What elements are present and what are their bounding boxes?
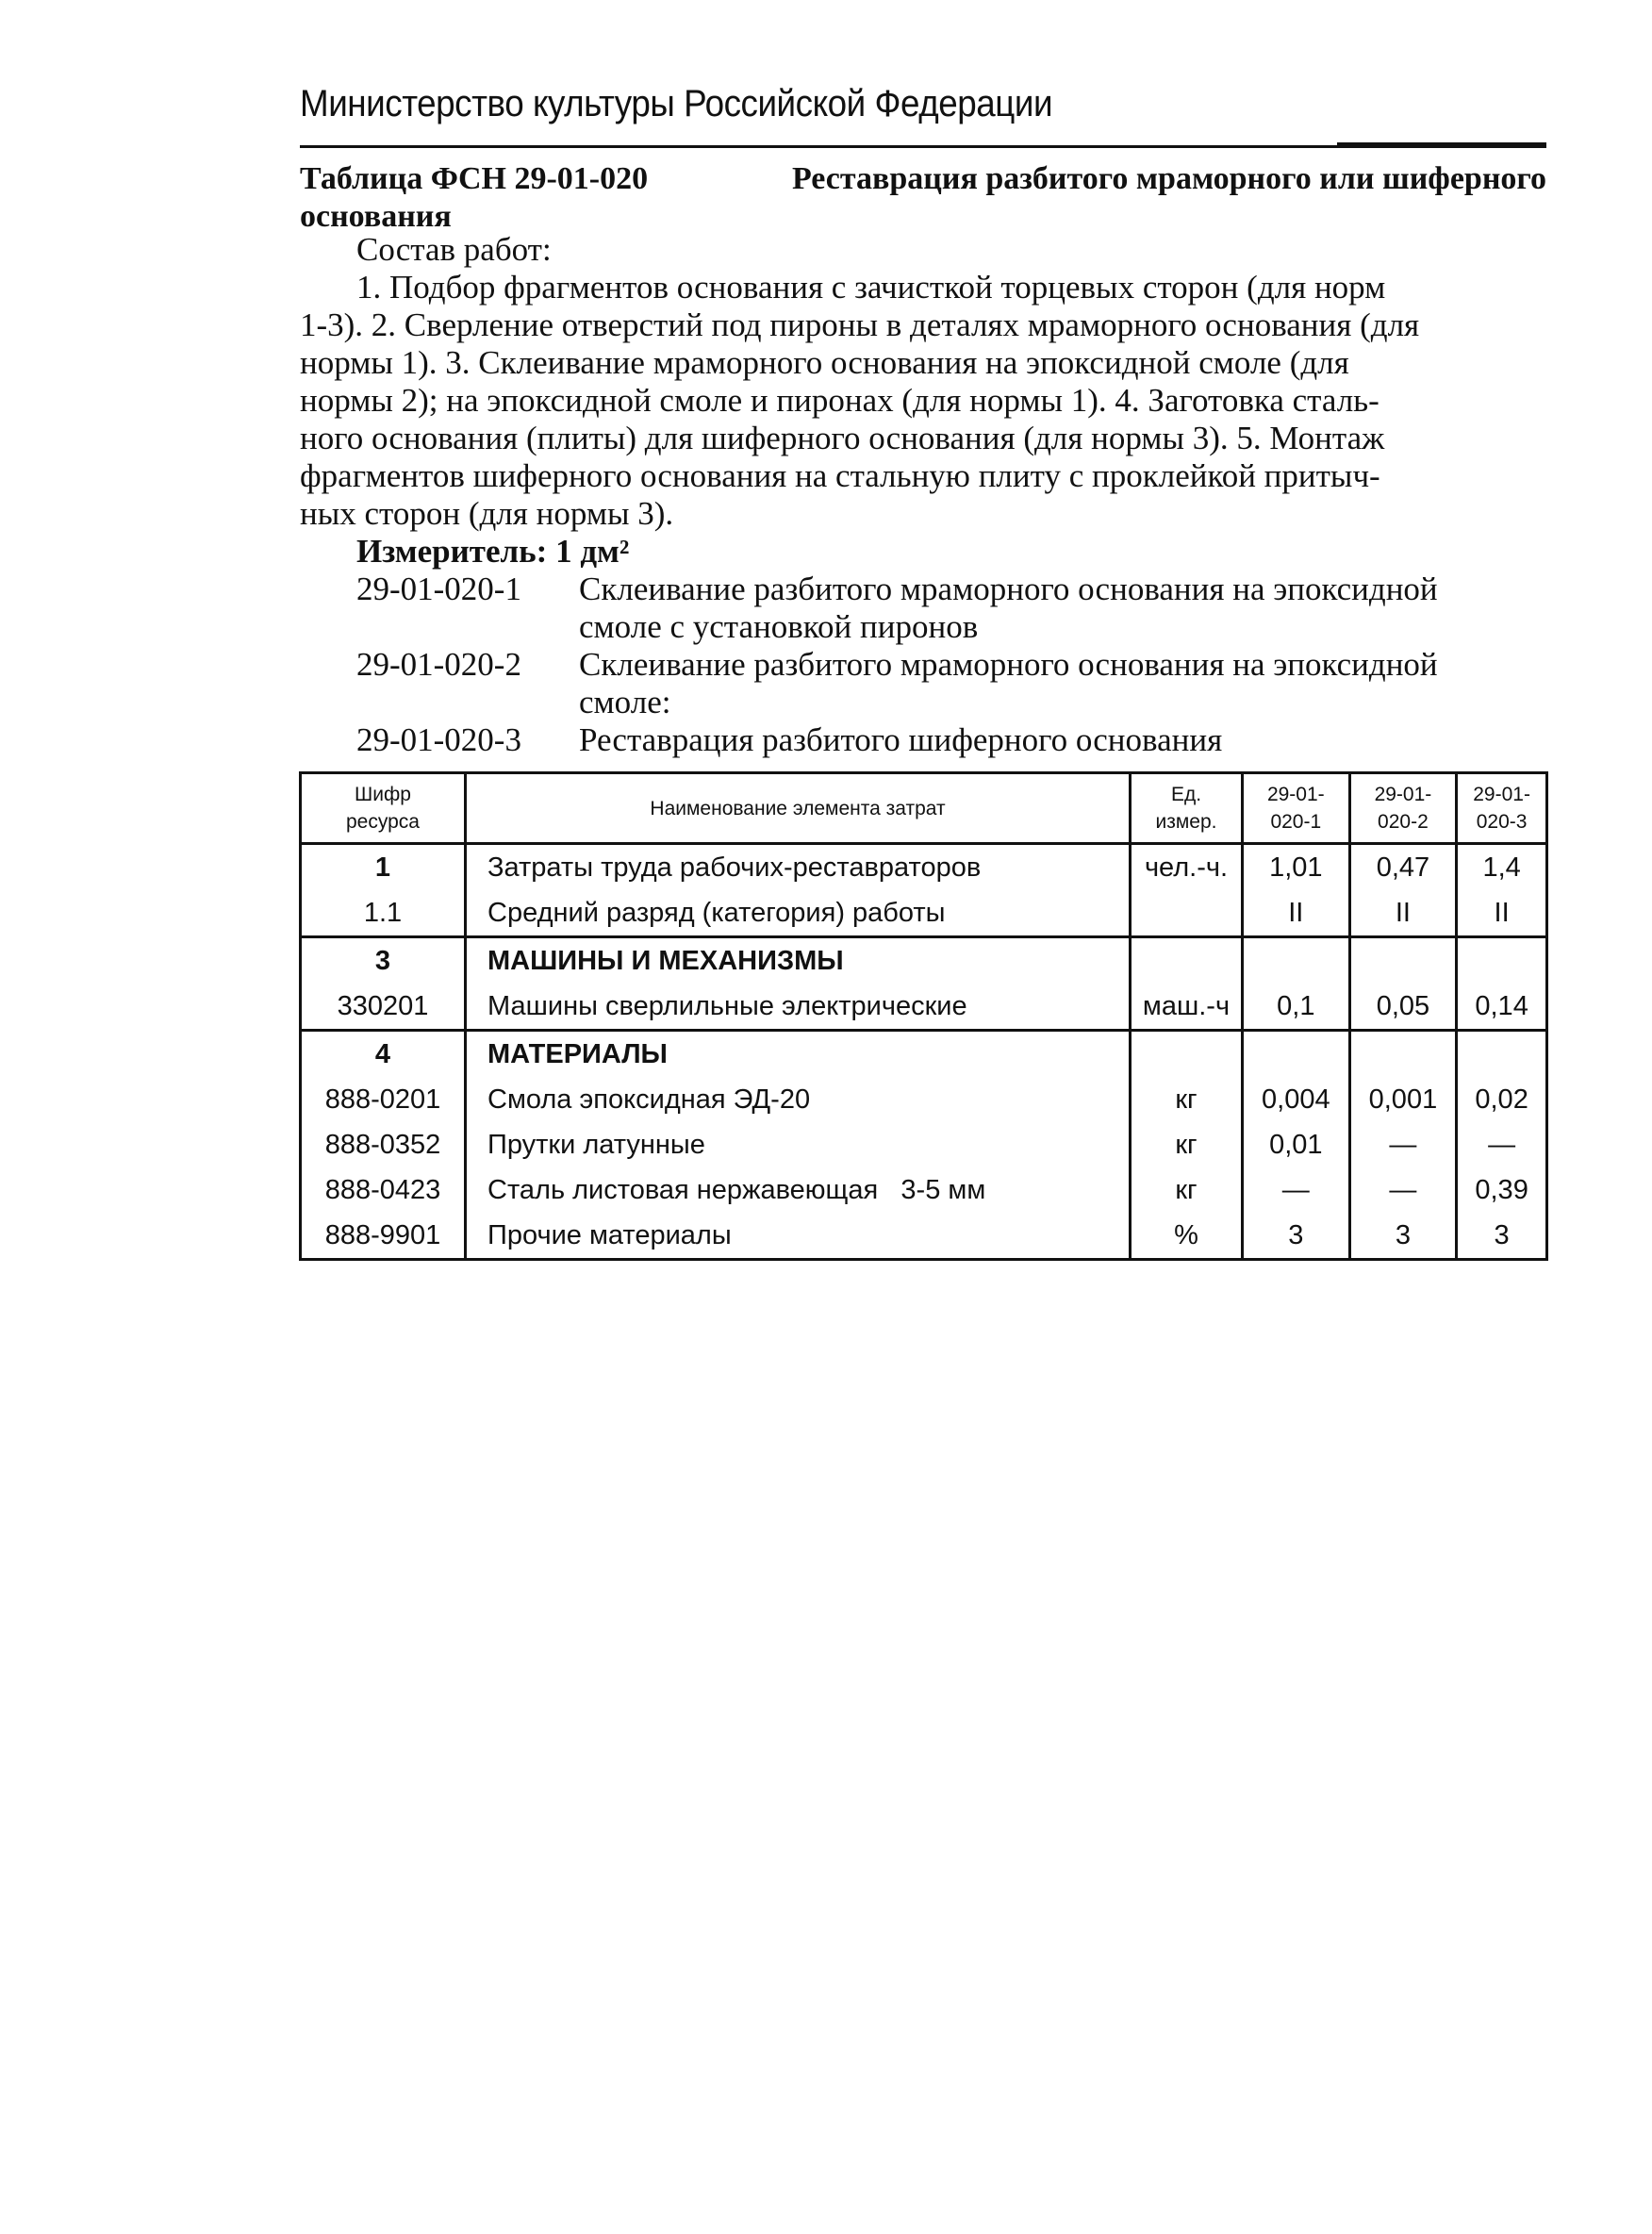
cell-unit: % [1131, 1213, 1243, 1260]
cell-unit [1131, 890, 1243, 937]
cell-unit: кг [1131, 1167, 1243, 1213]
cell-value [1243, 937, 1350, 985]
cell-value: 0,004 [1243, 1077, 1350, 1122]
cell-value: 0,02 [1457, 1077, 1547, 1122]
header-label: 29-01- [1374, 784, 1432, 805]
work-line: нормы 2); на эпоксидной смоле и пиронах (для нормы 1). 4. Заготовка сталь- [300, 382, 1379, 419]
norm-description: смоле с установкой пиронов [579, 608, 979, 645]
cell-value [1457, 1031, 1547, 1078]
cell-name: Смола эпоксидная ЭД-20 [466, 1077, 1131, 1122]
cell-value: II [1349, 890, 1457, 937]
work-line: фрагментов шиферного основания на стальную плиту с проклейкой притыч- [300, 457, 1380, 494]
cell-name: Прочие материалы [466, 1213, 1131, 1260]
norm-code: 29-01-020-2 [356, 646, 521, 683]
cell-value: 0,14 [1457, 984, 1547, 1031]
cell-code: 1 [301, 844, 466, 891]
cell-name: Сталь листовая нержавеющая 3-5 мм [466, 1167, 1131, 1213]
resource-table [299, 771, 1548, 1261]
cell-value: — [1349, 1167, 1457, 1213]
header-norm-2 [1349, 773, 1457, 844]
norm-description: Реставрация разбитого шиферного основания [579, 721, 1223, 758]
work-line: 1-3). 2. Сверление отверстий под пироны в деталях мраморного основания (для [300, 306, 1420, 343]
norm-code: 29-01-020-1 [356, 571, 521, 607]
table-row [301, 1122, 1547, 1167]
cell-code: 330201 [301, 984, 466, 1031]
work-line: нормы 1). 3. Склеивание мраморного основания на эпоксидной смоле (для [300, 344, 1349, 381]
header-label: 29-01- [1266, 784, 1325, 805]
header-label: 020-2 [1378, 811, 1429, 833]
cell-code: 888-0423 [301, 1167, 466, 1213]
cell-code: 4 [301, 1031, 466, 1078]
table-row [301, 1167, 1547, 1213]
title-text-continued: основания [300, 199, 452, 234]
work-line: ных сторон (для нормы 3). [300, 495, 674, 532]
cell-unit [1131, 1031, 1243, 1078]
cell-value: 3 [1457, 1213, 1547, 1260]
cell-unit: кг [1131, 1122, 1243, 1167]
cell-code: 888-9901 [301, 1213, 466, 1260]
header-norm-3 [1457, 773, 1547, 844]
cell-value: 3 [1349, 1213, 1457, 1260]
table-row [301, 984, 1547, 1031]
cell-value: — [1457, 1122, 1547, 1167]
norm-item [300, 646, 1546, 721]
header-name [466, 773, 1131, 844]
norm-description: Склеивание разбитого мраморного основания на эпоксидной [579, 571, 1438, 607]
cell-value: 0,05 [1349, 984, 1457, 1031]
norm-code: 29-01-020-3 [356, 721, 521, 758]
cell-value: 0,001 [1349, 1077, 1457, 1122]
cell-value: 0,47 [1349, 844, 1457, 891]
cell-name: Затраты труда рабочих-реставраторов [466, 844, 1131, 891]
work-line: ного основания (плиты) для шиферного основания (для нормы 3). 5. Монтаж [300, 420, 1385, 456]
cell-unit: маш.-ч [1131, 984, 1243, 1031]
cell-name: Прутки латунные [466, 1122, 1131, 1167]
table-header-row [301, 773, 1547, 844]
work-line: 1. Подбор фрагментов основания с зачисткой торцевых сторон (для норм [356, 269, 1386, 306]
cell-code: 888-0352 [301, 1122, 466, 1167]
cell-value: 0,39 [1457, 1167, 1547, 1213]
norm-description: смоле: [579, 684, 671, 720]
table-row [301, 937, 1547, 985]
table-row [301, 1213, 1547, 1260]
norm-list [300, 571, 1546, 759]
header-label: измер. [1155, 811, 1217, 833]
running-header: Министерство культуры Российской Федерации [300, 83, 1053, 124]
table-row [301, 1031, 1547, 1078]
table-row [301, 890, 1547, 937]
cell-section-name: МАТЕРИАЛЫ [466, 1031, 1131, 1078]
title-code: Таблица ФСН 29-01-020 [300, 161, 649, 196]
header-label: 020-1 [1270, 811, 1322, 833]
cell-unit [1131, 937, 1243, 985]
header-label: 020-3 [1476, 811, 1528, 833]
header-rule [300, 145, 1546, 148]
norm-item [300, 721, 1546, 759]
cell-value: 1,01 [1243, 844, 1350, 891]
cell-value [1349, 1031, 1457, 1078]
cell-value: 0,01 [1243, 1122, 1350, 1167]
norm-item [300, 571, 1546, 646]
cell-value: 1,4 [1457, 844, 1547, 891]
cell-value: II [1457, 890, 1547, 937]
cell-unit: кг [1131, 1077, 1243, 1122]
header-label: ресурса [346, 811, 420, 833]
header-label: Наименование элемента затрат [650, 797, 946, 819]
work-composition-heading: Состав работ: [356, 231, 552, 268]
cell-value [1349, 937, 1457, 985]
cell-value: 3 [1243, 1213, 1350, 1260]
header-label: 29-01- [1473, 784, 1530, 805]
table-row [301, 1077, 1547, 1122]
cell-unit: чел.-ч. [1131, 844, 1243, 891]
cell-value [1457, 937, 1547, 985]
title-text: Реставрация разбитого мраморного или шиферного [791, 161, 1546, 196]
norm-description: Склеивание разбитого мраморного основания на эпоксидной [579, 646, 1438, 683]
header-label: Ед. [1170, 784, 1202, 805]
cell-section-name: МАШИНЫ И МЕХАНИЗМЫ [466, 937, 1131, 985]
header-label: Шифр [355, 784, 411, 805]
cell-value: II [1243, 890, 1350, 937]
cell-name: Машины сверлильные электрические [466, 984, 1131, 1031]
cell-value: — [1243, 1167, 1350, 1213]
header-code [301, 773, 466, 844]
work-composition [300, 231, 1546, 759]
cell-value: 0,1 [1243, 984, 1350, 1031]
cell-value: — [1349, 1122, 1457, 1167]
cell-name: Средний разряд (категория) работы [466, 890, 1131, 937]
table-row [301, 844, 1547, 891]
table-title [300, 160, 1546, 236]
cell-code: 1.1 [301, 890, 466, 937]
cell-code: 3 [301, 937, 466, 985]
cell-code: 888-0201 [301, 1077, 466, 1122]
measure-unit: Измеритель: 1 дм² [356, 533, 630, 570]
cell-value [1243, 1031, 1350, 1078]
header-unit [1131, 773, 1243, 844]
header-norm-1 [1243, 773, 1350, 844]
